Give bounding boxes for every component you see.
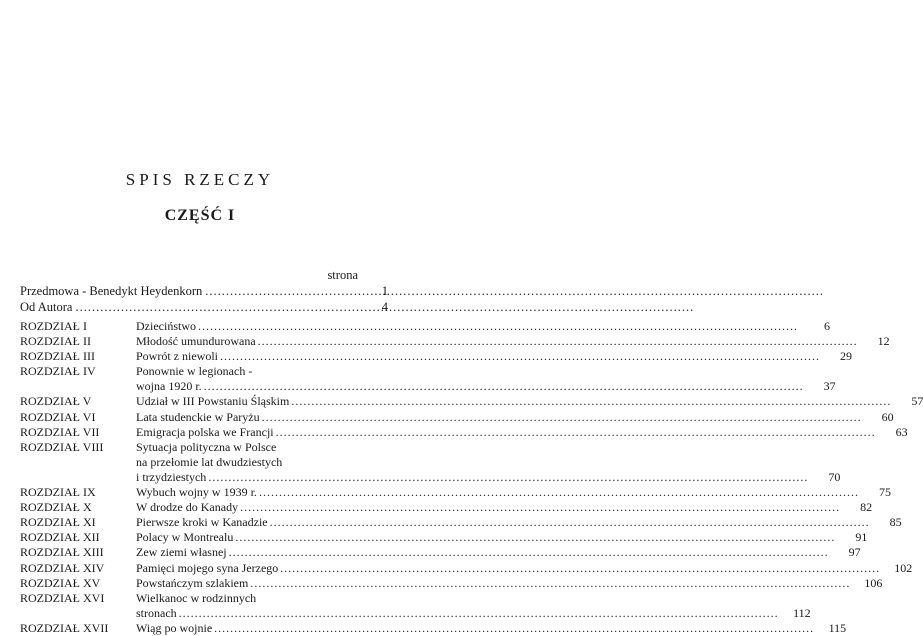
chapter-title: wojna 1920 r.: [136, 379, 202, 394]
chapter-page: 29: [840, 349, 852, 364]
page-column-label: strona: [327, 268, 358, 282]
chapter-number: ROZDZIAŁ IX: [20, 485, 96, 500]
chapter-number: ROZDZIAŁ XVI: [20, 590, 105, 605]
chapter-title-block: [136, 530, 868, 545]
chapter-number: ROZDZIAŁ X: [20, 500, 92, 515]
chapter-title-block: [136, 439, 841, 485]
chapter-title-line: [136, 379, 836, 394]
chapter-page: 75: [878, 485, 891, 500]
chapter-number: ROZDZIAŁ V: [20, 394, 92, 409]
dot-leader: [218, 349, 824, 364]
chapter-title-line: [136, 349, 852, 364]
dot-leader: [202, 379, 808, 394]
dot-leader: [238, 500, 844, 515]
dot-leader: [227, 545, 833, 560]
chapter-title-line: [136, 424, 908, 440]
dot-leader: [202, 283, 824, 299]
chapter-list: [20, 319, 923, 636]
chapter-page: 112: [793, 605, 811, 620]
chapter-title: Sytuacja polityczna w Polsce: [136, 439, 277, 454]
dot-leader: [177, 606, 783, 621]
chapter-title-block: [136, 485, 891, 500]
chapter-entry: [20, 485, 891, 500]
chapter-title: Emigracja polska we Francji: [136, 424, 274, 439]
front-matter-entry: [20, 299, 388, 315]
chapter-title-line: [136, 591, 783, 606]
dot-leader: [274, 425, 880, 440]
chapter-title: Powstańczym szlakiem: [136, 575, 249, 590]
chapter-title-line: [136, 545, 861, 560]
chapter-title-block: [136, 334, 890, 349]
chapter-number: ROZDZIAŁ VIII: [20, 439, 104, 454]
chapter-title-block: [136, 394, 923, 409]
chapter-page: 57: [911, 394, 923, 409]
chapter-entry: [20, 620, 847, 636]
chapter-page: 6: [823, 319, 830, 333]
chapter-page: 70: [828, 469, 841, 484]
chapter-entry: [20, 575, 883, 591]
chapter-entry: [20, 560, 913, 576]
chapter-title: na przełomie lat dwudziestych: [136, 454, 283, 469]
dot-leader: [257, 485, 863, 500]
dot-leader: [206, 470, 812, 485]
dot-leader: [268, 515, 874, 530]
chapter-title-line: [136, 409, 894, 425]
chapter-title-block: [136, 409, 894, 425]
chapter-entry: [20, 349, 852, 364]
chapter-title-line: [136, 469, 841, 485]
chapter-page: 91: [855, 530, 868, 545]
chapter-entry: [20, 319, 830, 334]
chapter-page: 63: [895, 424, 908, 439]
chapter-title: Polacy w Montrealu: [136, 530, 234, 545]
chapter-page: 97: [848, 545, 861, 560]
chapter-number: ROZDZIAŁ III: [20, 349, 95, 364]
chapter-number: ROZDZIAŁ IV: [20, 364, 96, 379]
chapter-title: stronach: [136, 605, 177, 620]
chapter-title: W drodze do Kanady: [136, 500, 239, 515]
part-title: CZĘŚĆ I: [164, 207, 236, 224]
chapter-page: 60: [881, 409, 894, 424]
chapter-title: Pierwsze kroki w Kanadzie: [136, 515, 268, 530]
chapter-number: ROZDZIAŁ XVII: [20, 620, 109, 635]
chapter-title: Ponownie w legionach -: [136, 364, 253, 379]
front-matter-title: Przedmowa - Benedykt Heydenkorn: [20, 284, 203, 298]
chapter-number: ROZDZIAŁ XV: [20, 575, 101, 590]
chapter-title-line: [136, 364, 808, 379]
chapter-entry: [20, 500, 873, 515]
chapter-entry: [20, 394, 923, 409]
chapter-entry: [20, 334, 890, 349]
chapter-title-line: [136, 530, 868, 545]
chapter-title-line: [136, 560, 913, 576]
chapter-entry: [20, 364, 836, 394]
chapter-title: Pamięci mojego syna Jerzego: [136, 560, 279, 575]
chapter-title-line: [136, 500, 873, 515]
chapter-entry: [20, 424, 908, 440]
chapter-title-block: [136, 500, 873, 515]
chapter-title-line: [136, 334, 890, 349]
chapter-entry: [20, 439, 841, 485]
chapter-title: Młodość umundurowana: [136, 334, 256, 349]
chapter-title-line: [136, 455, 812, 470]
chapter-entry: [20, 590, 811, 621]
chapter-entry: [20, 545, 861, 560]
chapter-title-block: [136, 349, 852, 364]
chapter-number: ROZDZIAŁ XIII: [20, 545, 104, 560]
chapter-page: 12: [877, 334, 890, 349]
chapter-title: Lata studenckie w Paryżu: [136, 409, 260, 424]
chapter-title-block: [136, 590, 811, 621]
chapter-title-line: [136, 485, 891, 500]
chapter-number: ROZDZIAŁ XI: [20, 515, 96, 530]
chapter-title: Udział w III Powstaniu Śląskim: [136, 394, 290, 409]
chapter-title: Powrót z niewoli: [136, 349, 218, 364]
chapter-title-line: [136, 620, 847, 636]
chapter-number: ROZDZIAŁ VI: [20, 409, 96, 424]
chapter-title-line: [136, 575, 883, 591]
chapter-title-block: [136, 545, 861, 560]
chapter-entry: [20, 530, 868, 545]
chapter-page: 85: [889, 515, 902, 530]
dot-leader: [256, 334, 862, 349]
chapter-entry: [20, 409, 894, 425]
chapter-title-line: [136, 440, 812, 455]
chapter-page: 82: [860, 500, 873, 515]
chapter-entry: [20, 515, 902, 530]
chapter-title-line: [136, 515, 902, 530]
dot-leader: [196, 319, 802, 334]
chapter-title: Zew ziemi własnej: [136, 545, 227, 560]
chapter-title-line: [136, 605, 811, 621]
dot-leader: [233, 530, 839, 545]
chapter-title-block: [136, 424, 908, 440]
dot-leader: [289, 394, 895, 409]
chapter-number: ROZDZIAŁ I: [20, 319, 87, 333]
chapter-number: ROZDZIAŁ VII: [20, 424, 100, 439]
chapter-title-block: [136, 515, 902, 530]
chapter-title: i trzydziestych: [136, 469, 207, 484]
chapter-page: 102: [894, 560, 913, 575]
chapter-title: Wiąg po wojnie: [136, 620, 213, 635]
dot-leader: [260, 410, 866, 425]
chapter-title: Dzieciństwo: [136, 319, 196, 333]
chapter-title-block: [136, 319, 830, 334]
chapter-number: ROZDZIAŁ XII: [20, 530, 100, 545]
dot-leader: [278, 561, 884, 576]
dot-leader: [248, 576, 854, 591]
front-matter-page: 4: [381, 300, 388, 314]
chapter-page: 37: [823, 379, 836, 394]
chapter-number: ROZDZIAŁ II: [20, 334, 91, 349]
chapter-title-block: [136, 560, 913, 576]
chapter-title-block: [136, 620, 847, 636]
chapter-page: 115: [828, 620, 847, 635]
chapter-title-line: [136, 319, 830, 334]
chapter-title-block: [136, 575, 883, 591]
chapter-number: ROZDZIAŁ XIV: [20, 560, 105, 575]
front-matter-page: 1: [381, 284, 388, 298]
chapter-title-block: [136, 364, 836, 394]
chapter-title: Wybuch wojny w 1939 r.: [136, 485, 257, 500]
toc-heading: SPIS RZECZY: [125, 170, 275, 189]
front-matter-entry: [20, 283, 388, 299]
chapter-title-line: [136, 394, 923, 409]
chapter-page: 106: [864, 575, 883, 590]
chapter-title: Wielkanoc w rodzinnych: [136, 590, 257, 605]
dot-leader: [212, 621, 818, 636]
front-matter-title: Od Autora: [20, 300, 73, 314]
